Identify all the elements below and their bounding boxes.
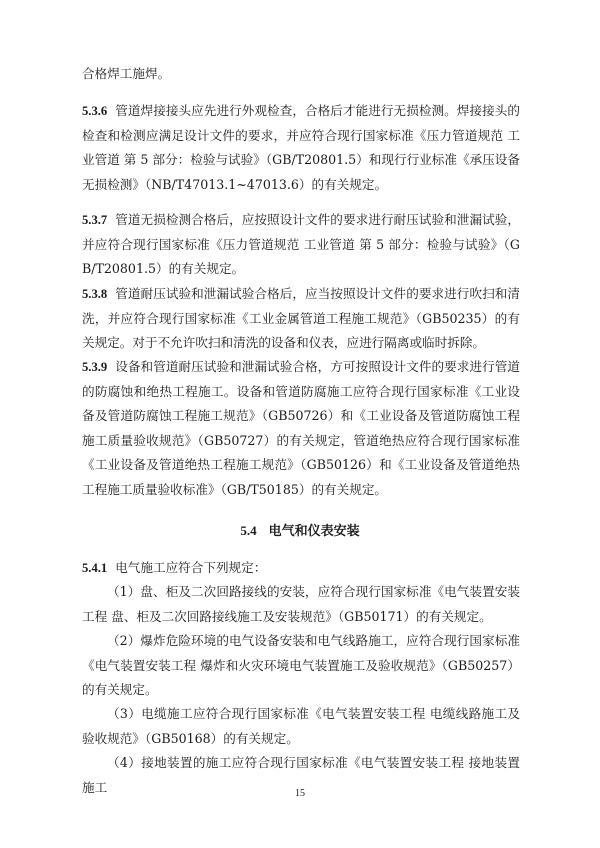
- clause-text: 管道无损检测合格后，应按照设计文件的要求进行耐压试验和泄漏试验，并应符合现行国家标准《压力管道规范 工业管道 第 5 部分：检验与试验》（GB/T20801.5）的有关规定。: [82, 212, 520, 276]
- list-item-text: （1）盘、柜及二次回路接线的安装，应符合现行国家标准《电气装置安装工程 盘、柜及二次回路接线施工及安装规范》（GB50171）的有关规定。: [82, 584, 520, 624]
- clause-5-3-8: [82, 282, 520, 356]
- paragraph-continuation: [82, 62, 520, 87]
- list-item: [82, 629, 520, 703]
- list-item-text: （3）电缆施工应符合现行国家标准《电气装置安装工程 电缆线路施工及验收规范》（GB50168）的有关规定。: [82, 706, 520, 746]
- clause-5-3-9: [82, 355, 520, 502]
- list-item-text: （2）爆炸危险环境的电气设备安装和电气线路施工，应符合现行国家标准《电气装置安装工程 爆炸和火灾环境电气装置施工及验收规范》（GB50257）的有关规定。: [82, 633, 520, 697]
- page-number: 15: [295, 788, 305, 799]
- section-number: 5.4: [240, 523, 257, 538]
- clause-text: 电气施工应符合下列规定：: [115, 560, 267, 575]
- clause-5-4-1: [82, 556, 520, 581]
- clause-number: 5.3.9: [82, 360, 108, 374]
- clause-5-3-6: [82, 99, 520, 197]
- paragraph-text: 合格焊工施焊。: [82, 66, 171, 81]
- clause-text: 管道焊接接头应先进行外观检查，合格后才能进行无损检测。焊接接头的检查和检测应满足设计文件的要求，并应符合现行国家标准《压力管道规范 工业管道 第 5 部分：检验与试验》（GB/T20801.5）和现行行业标准《承压设备无损检测》（NB/T47013.1~47013.6）的有关规定。: [82, 103, 520, 192]
- clause-number: 5.3.6: [82, 104, 108, 118]
- section-title: 电气和仪表安装: [268, 524, 360, 539]
- clause-number: 5.3.7: [82, 213, 108, 227]
- clause-number: 5.3.8: [82, 287, 108, 301]
- clause-text: 管道耐压试验和泄漏试验合格后，应当按照设计文件的要求进行吹扫和清洗，并应符合现行国家标准《工业金属管道工程施工规范》（GB50235）的有关规定。对于不允许吹扫和清洗的设备和仪表，应进行隔离或临时拆除。: [82, 286, 520, 350]
- clause-number: 5.4.1: [82, 561, 108, 575]
- list-item-text: （4）接地装置的施工应符合现行国家标准《电气装置安装工程 接地装置施工: [82, 755, 520, 795]
- clause-text: 设备和管道耐压试验和泄漏试验合格，方可按照设计文件的要求进行管道的防腐蚀和绝热工程施工。设备和管道防腐施工应符合现行国家标准《工业设备及管道防腐蚀工程施工规范》（GB50726）和《工业设备及管道防腐蚀工程施工质量验收规范》（GB50727）的有关规定，管道绝热应符合现行国家标准《工业设备及管道绝热工程施工规范》（GB50126）和《工业设备及管道绝热工程施工质量验收标准》（GB/T50185）的有关规定。: [82, 359, 520, 497]
- section-heading: [0, 520, 600, 539]
- list-item: [82, 702, 520, 751]
- clause-5-3-7: [82, 208, 520, 282]
- list-item: [82, 580, 520, 629]
